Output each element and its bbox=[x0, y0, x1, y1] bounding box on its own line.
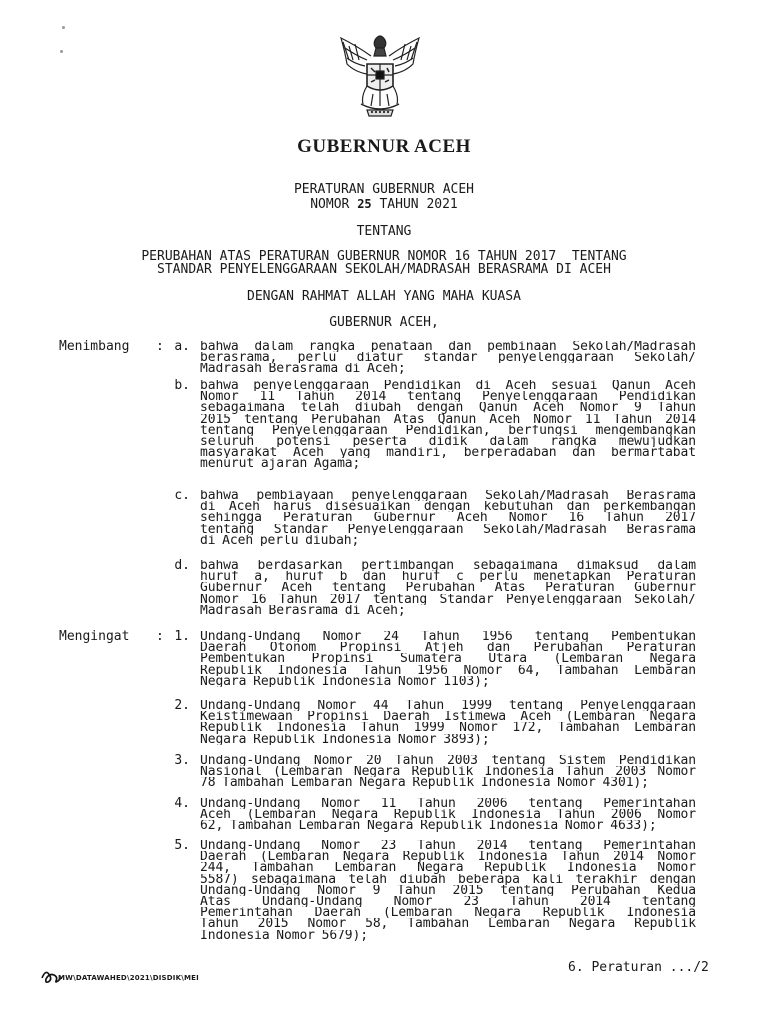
mengingat-marker-1: 1. bbox=[174, 629, 190, 644]
text-line: 2015 tentang Perubahan Atas Qanun Aceh Nomor 11 Tahun 2014 bbox=[200, 413, 696, 425]
menimbang-label: Menimbang bbox=[59, 339, 130, 354]
menimbang-item-d bbox=[200, 560, 696, 616]
mengingat-marker-5: 5. bbox=[174, 838, 190, 853]
menimbang-item-a bbox=[200, 341, 696, 375]
text-line: Daerah Otonom Propinsi Atjeh dan Perubahan Peraturan bbox=[200, 642, 696, 654]
regulation-title: PERATURAN GUBERNUR ACEH bbox=[293, 182, 474, 197]
text-line: Madrasah Berasrama di Aceh; bbox=[200, 604, 406, 617]
text-line: Daerah (Lembaran Negara Republik Indonesia Tahun 2014 Nomor bbox=[200, 851, 696, 863]
text-line: menurut ajaran Agama; bbox=[200, 458, 361, 470]
text-line: Undang-Undang Nomor 44 Tahun 1999 tentang Penyelenggaraan bbox=[200, 700, 696, 712]
text-line: Tahun 2015 Nomor 58, Tambahan Lembaran Negara Republik bbox=[200, 918, 696, 930]
scan-speck bbox=[60, 50, 63, 53]
text-line: Aceh (Lembaran Negara Republik Indonesia Tahun 2006 Nomor bbox=[200, 809, 696, 821]
menimbang-item-c bbox=[200, 490, 696, 546]
text-line: 78 Tambahan Lembaran Negara Republik Indonesia Nomor 4301); bbox=[200, 777, 649, 789]
text-line: Undang-Undang Nomor 24 Tahun 1956 tentang Pembentukan bbox=[200, 631, 696, 643]
next-page-reference: 6. Peraturan .../2 bbox=[568, 960, 709, 975]
text-line: tentang Standar Penyelenggaraan Sekolah/Madrasah Berasrama bbox=[200, 523, 696, 535]
text-line: Madrasah Berasrama di Aceh; bbox=[200, 363, 406, 375]
text-line: bahwa penyelenggaraan Pendidikan di Aceh sesuai Qanun Aceh bbox=[200, 380, 696, 392]
text-line: Negara Republik Indonesia Nomor 1103); bbox=[200, 675, 490, 688]
menimbang-marker-c: c. bbox=[174, 488, 190, 503]
text-line: Republik Indonesia Tahun 1956 Nomor 64, Tambahan Lembaran bbox=[200, 664, 696, 676]
text-line: Pembentukan Propinsi Sumatera Utara (Lembaran Negara bbox=[200, 653, 696, 665]
text-line: bahwa dalam rangka penataan dan pembinaan Sekolah/Madrasah bbox=[200, 341, 696, 353]
mengingat-marker-3: 3. bbox=[174, 753, 190, 768]
text-line: bahwa pembiayaan penyelenggaraan Sekolah/Madrasah Berasrama bbox=[200, 490, 696, 502]
mengingat-label: Mengingat bbox=[59, 629, 130, 644]
text-line: seluruh potensi peserta didik dalam rangka mewujudkan bbox=[200, 436, 696, 448]
mengingat-marker-4: 4. bbox=[174, 796, 190, 811]
blessing-line: DENGAN RAHMAT ALLAH YANG MAHA KUASA bbox=[247, 289, 521, 304]
text-line: Nomor 16 Tahun 2017 tentang Standar Penyelenggaraan Sekolah/ bbox=[200, 593, 696, 605]
text-line: Nomor 11 Tahun 2014 tentang Penyelenggaraan Pendidikan bbox=[200, 391, 696, 403]
subject-line-2: STANDAR PENYELENGGARAAN SEKOLAH/MADRASAH BERASRAMA DI ACEH bbox=[157, 262, 611, 277]
mengingat-colon: : bbox=[156, 629, 164, 644]
menimbang-colon: : bbox=[156, 339, 164, 354]
regulation-number bbox=[0, 197, 768, 212]
menimbang-marker-a: a. bbox=[174, 339, 190, 354]
text-line: Atas Undang-Undang Nomor 23 Tahun 2014 tentang bbox=[200, 896, 696, 908]
mengingat-item-3 bbox=[200, 755, 696, 789]
text-line: huruf a, huruf b dan huruf c perlu menetapkan Peraturan bbox=[200, 571, 696, 583]
file-reference-code: MW\DATAWAHED\2021\DISDIK\MEI bbox=[58, 974, 199, 982]
tentang-heading: TENTANG bbox=[356, 224, 412, 239]
mengingat-item-2 bbox=[200, 700, 696, 745]
mengingat-item-4 bbox=[200, 798, 696, 832]
garuda-emblem-icon bbox=[327, 26, 433, 132]
text-line: Gubernur Aceh tentang Perubahan Atas Peraturan Gubernur bbox=[200, 582, 696, 594]
governor-title: GUBERNUR ACEH bbox=[297, 136, 471, 157]
text-line: 244, Tambahan Lembaran Negara Republik Indonesia Nomor bbox=[200, 862, 696, 874]
text-line: Undang-Undang Nomor 9 Tahun 2015 tentang Perubahan Kedua bbox=[200, 884, 696, 897]
text-line: 62, Tambahan Lembaran Negara Republik Indonesia Nomor 4633); bbox=[200, 820, 657, 832]
text-line: di Aceh harus disesuaikan dengan kebutuhan dan perkembangan bbox=[200, 501, 696, 513]
text-line: Pemerintahan Daerah (Lembaran Negara Republik Indonesia bbox=[200, 907, 696, 919]
text-line: sehingga Peraturan Gubernur Aceh Nomor 16 Tahun 2017 bbox=[200, 512, 696, 524]
text-line: Undang-Undang Nomor 11 Tahun 2006 tentang Pemerintahan bbox=[200, 798, 696, 810]
text-line: Negara Republik Indonesia Nomor 3893); bbox=[200, 733, 490, 745]
text-line: sebagaimana telah diubah dengan Qanun Aceh Nomor 9 Tahun bbox=[200, 402, 696, 414]
text-line: 5587) sebagaimana telah diubah beberapa kali terakhir dengan bbox=[200, 873, 696, 885]
nomor-suffix: TAHUN 2021 bbox=[371, 197, 458, 212]
scan-speck bbox=[62, 26, 65, 29]
text-line: Republik Indonesia Tahun 1999 Nomor 172, Tambahan Lembaran bbox=[200, 722, 696, 734]
menimbang-item-b bbox=[200, 380, 696, 470]
mengingat-item-1 bbox=[200, 631, 696, 687]
text-line: bahwa berdasarkan pertimbangan sebagaimana dimaksud dalam bbox=[200, 560, 696, 572]
text-line: Nasional (Lembaran Negara Republik Indonesia Tahun 2003 Nomor bbox=[200, 766, 696, 778]
text-line: di Aceh perlu diubah; bbox=[200, 534, 360, 547]
nomor-value: 25 bbox=[357, 197, 372, 211]
text-line: Undang-Undang Nomor 23 Tahun 2014 tentang Pemerintahan bbox=[200, 840, 696, 852]
text-line: Keistimewaan Propinsi Daerah Istimewa Aceh (Lembaran Negara bbox=[200, 711, 696, 723]
mengingat-marker-2: 2. bbox=[174, 698, 190, 713]
authority-line: GUBERNUR ACEH, bbox=[329, 315, 439, 330]
nomor-prefix: NOMOR bbox=[310, 197, 358, 212]
text-line: masyarakat Aceh yang mandiri, berperadaban dan bermartabat bbox=[200, 447, 696, 459]
mengingat-item-5 bbox=[200, 840, 696, 941]
text-line: tentang Penyelenggaraan Pendidikan, berfungsi mengembangkan bbox=[200, 424, 696, 437]
menimbang-marker-d: d. bbox=[174, 558, 190, 573]
text-line: berasrama, perlu diatur standar penyelenggaraan Sekolah/ bbox=[200, 352, 696, 364]
text-line: Indonesia Nomor 5679); bbox=[200, 929, 368, 941]
menimbang-marker-b: b. bbox=[174, 378, 190, 393]
text-line: Undang-Undang Nomor 20 Tahun 2003 tentang Sistem Pendidikan bbox=[200, 755, 696, 767]
subject-line-1: PERUBAHAN ATAS PERATURAN GUBERNUR NOMOR 16 TAHUN 2017 TENTANG bbox=[141, 249, 627, 264]
